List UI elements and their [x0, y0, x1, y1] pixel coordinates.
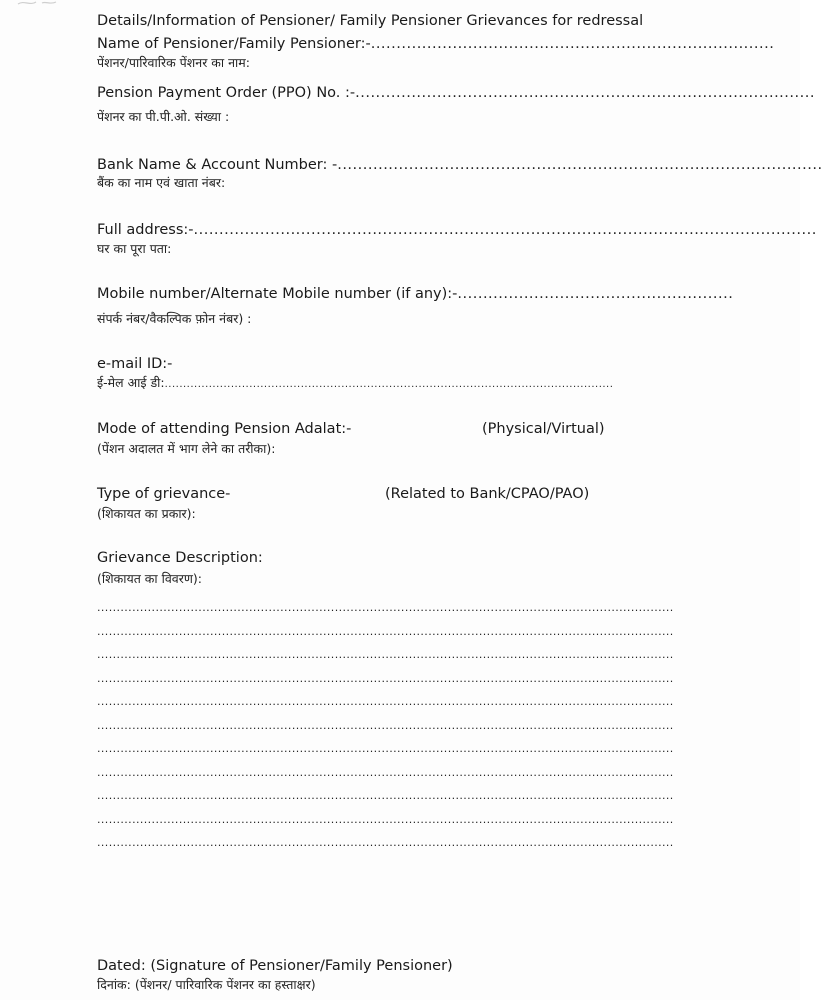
grievance-type-label-hindi: (शिकायत का प्रकार):: [97, 506, 196, 521]
description-line: ....................................................................................................................................................: [97, 648, 674, 661]
email-label: e-mail ID:-: [97, 356, 173, 372]
mobile-field: [97, 285, 734, 303]
address-label-hindi: घर का पूरा पता:: [97, 241, 172, 256]
ppo-label-hindi: पेंशनर का पी.पी.ओ. संख्या :: [97, 109, 230, 124]
form-title: Details/Information of Pensioner/ Family Pensioner Grievances for redressal: [97, 13, 644, 29]
name-blank: ...............................................................................: [370, 36, 775, 52]
description-line: ....................................................................................................................................................: [97, 719, 674, 732]
description-line: ....................................................................................................................................................: [97, 601, 674, 614]
mobile-label-hindi: संपर्क नंबर/वैकल्पिक फ़ोन नंबर) :: [97, 311, 252, 326]
grievance-type-label: Type of grievance-: [97, 486, 231, 502]
bank-label-hindi: बैंक का नाम एवं खाता नंबर:: [97, 175, 226, 190]
dated-signature-label-hindi: दिनांक: (पेंशनर/ पारिवारिक पेंशनर का हस्ताक्षर): [97, 977, 316, 992]
address-field: [97, 221, 817, 239]
grievance-type-options: (Related to Bank/CPAO/PAO): [385, 486, 590, 502]
description-line: ....................................................................................................................................................: [97, 742, 674, 755]
description-line: ....................................................................................................................................................: [97, 672, 674, 685]
name-field: [97, 35, 775, 53]
ppo-blank: ..........................................................................................: [355, 85, 815, 101]
description-line: ....................................................................................................................................................: [97, 695, 674, 708]
email-field: [97, 374, 697, 394]
mode-label: Mode of attending Pension Adalat:-: [97, 421, 352, 437]
scan-edge-mark: [16, 0, 86, 12]
description-line: ....................................................................................................................................................: [97, 789, 674, 802]
bank-blank: ...............................................................................................: [337, 157, 823, 173]
ppo-field: [97, 84, 815, 102]
description-line: ....................................................................................................................................................: [97, 836, 674, 849]
bank-label: Bank Name & Account Number: -: [97, 157, 338, 173]
description-label-hindi: (शिकायत का विवरण):: [97, 571, 202, 586]
mode-label-hindi: (पेंशन अदालत में भाग लेने का तरीका):: [97, 441, 276, 456]
name-label-hindi: पेंशनर/पारिवारिक पेंशनर का नाम:: [97, 55, 250, 70]
mobile-label: Mobile number/Alternate Mobile number (if any):-: [97, 286, 458, 302]
description-label: Grievance Description:: [97, 550, 263, 566]
description-line: ....................................................................................................................................................: [97, 813, 674, 826]
dated-signature-label: Dated: (Signature of Pensioner/Family Pensioner): [97, 958, 453, 974]
email-label-hindi: ई-मेल आई डी:: [97, 375, 165, 390]
description-line: ....................................................................................................................................................: [97, 766, 674, 779]
address-blank: ..........................................................................................................................: [193, 222, 817, 238]
name-label: Name of Pensioner/Family Pensioner:-: [97, 36, 371, 52]
ppo-label: Pension Payment Order (PPO) No. :-: [97, 85, 356, 101]
email-blank: ..........................................................................................................................: [164, 379, 614, 390]
mobile-blank: ......................................................: [457, 286, 734, 302]
bank-field: [97, 156, 823, 174]
address-label: Full address:-: [97, 222, 194, 238]
description-line: ....................................................................................................................................................: [97, 625, 674, 638]
mode-options: (Physical/Virtual): [482, 421, 605, 437]
